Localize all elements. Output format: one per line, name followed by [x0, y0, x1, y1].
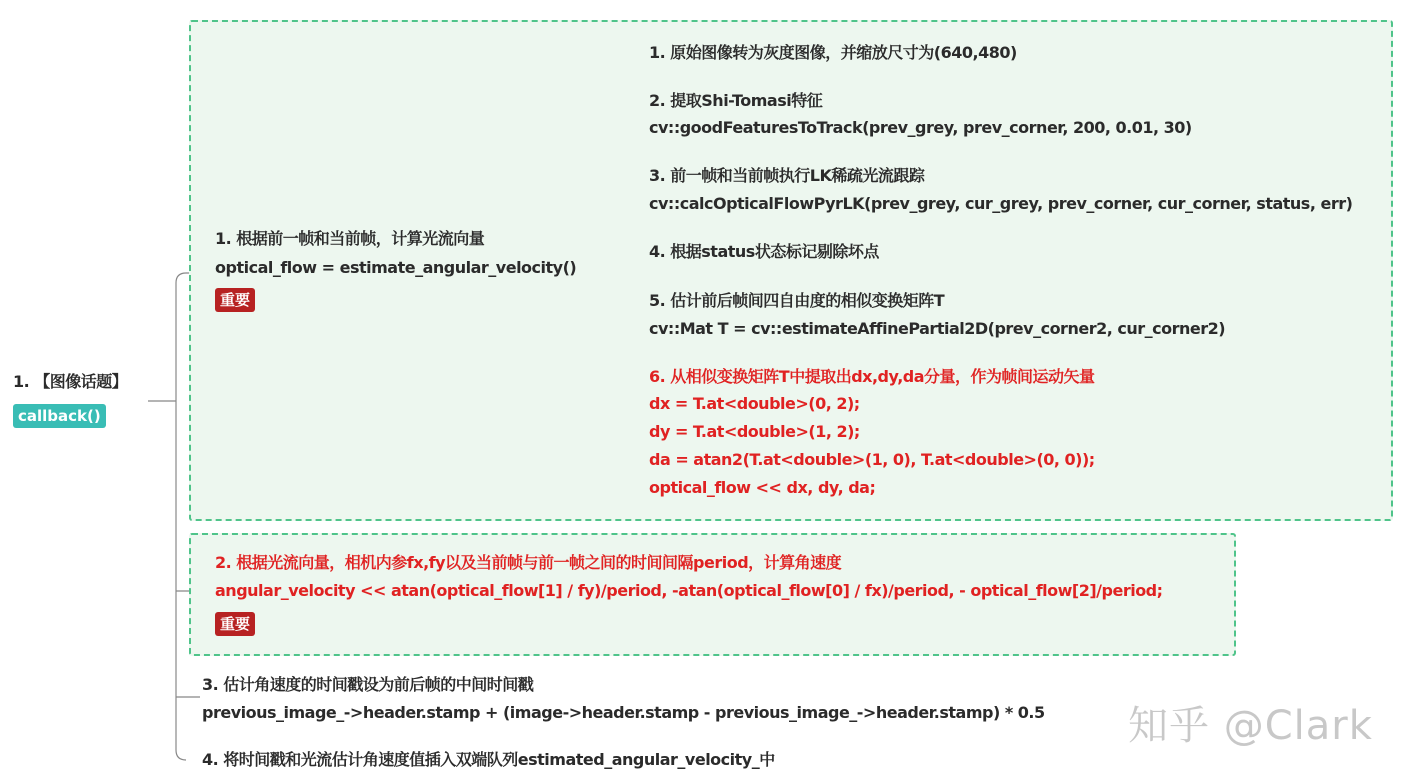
branch2-title: 2. 根据光流向量，相机内参fx,fy以及当前帧与前一帧之间的时间间隔period，计算角速度 — [215, 553, 842, 572]
step3-line2: cv::calcOpticalFlowPyrLK(prev_grey, cur_grey, prev_corner, cur_corner, status, err) — [649, 194, 1353, 213]
root-tag: callback() — [13, 404, 106, 428]
branch1-important-tag: 重要 — [215, 288, 255, 312]
step5-line1: 5. 估计前后帧间四自由度的相似变换矩阵T — [649, 291, 945, 310]
step2-line1: 2. 提取Shi-Tomasi特征 — [649, 91, 823, 110]
watermark: 知乎 @Clark — [1128, 703, 1373, 749]
branch2-important-tag: 重要 — [215, 612, 255, 636]
step6-line1: 6. 从相似变换矩阵T中提取出dx,dy,da分量，作为帧间运动矢量 — [649, 367, 1095, 386]
branch4-title: 4. 将时间戳和光流估计角速度值插入双端队列estimated_angular_velocity_中 — [202, 750, 775, 769]
root-brace — [176, 273, 186, 760]
step6-line2: dx = T.at<double>(0, 2); — [649, 394, 860, 413]
step3-line1: 3. 前一帧和当前帧执行LK稀疏光流跟踪 — [649, 166, 925, 185]
step5-line2: cv::Mat T = cv::estimateAffinePartial2D(prev_corner2, cur_corner2) — [649, 319, 1226, 338]
branch1-title: 1. 根据前一帧和当前帧，计算光流向量 — [215, 229, 485, 248]
step1-line1: 1. 原始图像转为灰度图像，并缩放尺寸为(640,480) — [649, 43, 1017, 62]
branch3-title: 3. 估计角速度的时间戳设为前后帧的中间时间戳 — [202, 675, 534, 694]
root-title: 1. 【图像话题】 — [13, 372, 128, 391]
branch3-code: previous_image_->header.stamp + (image->header.stamp - previous_image_->header.stamp) * 0.5 — [202, 703, 1045, 722]
branch1-code: optical_flow = estimate_angular_velocity() — [215, 258, 577, 277]
step6-line3: dy = T.at<double>(1, 2); — [649, 422, 860, 441]
step6-line5: optical_flow << dx, dy, da; — [649, 478, 876, 497]
step6-line4: da = atan2(T.at<double>(1, 0), T.at<double>(0, 0)); — [649, 450, 1095, 469]
step4-line1: 4. 根据status状态标记剔除坏点 — [649, 242, 879, 261]
branch2-code: angular_velocity << atan(optical_flow[1] / fy)/period, -atan(optical_flow[0] / fx)/period, - optical_flow[2]/period; — [215, 581, 1163, 600]
step2-line2: cv::goodFeaturesToTrack(prev_grey, prev_corner, 200, 0.01, 30) — [649, 118, 1192, 137]
